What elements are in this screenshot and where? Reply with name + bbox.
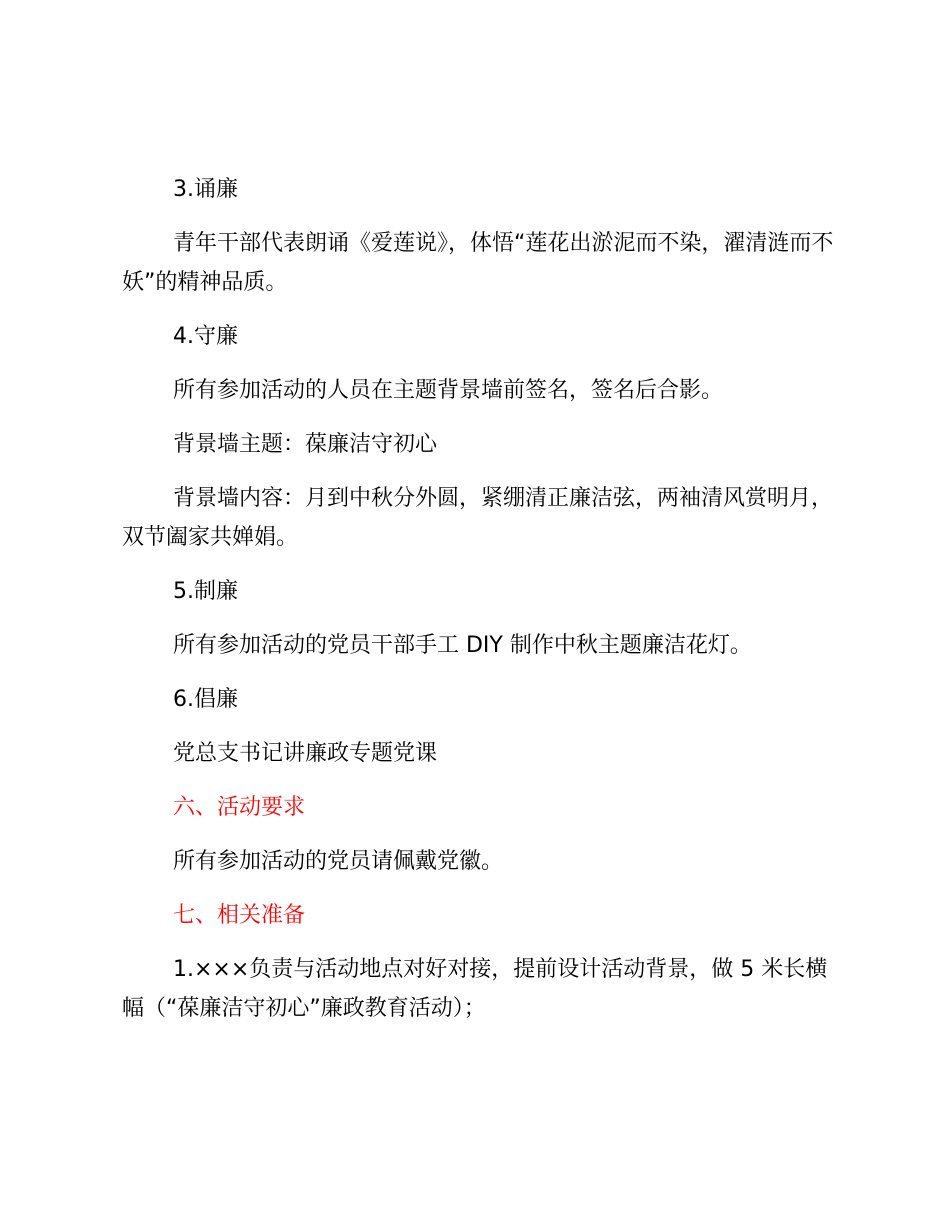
paragraph-party-lecture: 党总支书记讲廉政专题党课 xyxy=(173,741,438,766)
paragraph-lantern: 所有参加活动的党员干部手工 DIY 制作中秋主题廉洁花灯。 xyxy=(173,633,752,658)
paragraph-banner: 1.×××负责与活动地点对好对接，提前设计活动背景，做 5 米长横幅（“葆廉洁守初心”廉政教育活动）； xyxy=(122,957,828,1021)
section-title-advocate: 6.倡廉 xyxy=(173,687,238,712)
paragraph-wall-content: 背景墙内容：月到中秋分外圆，紧绷清正廉洁弦，两袖清风赏明月，双节阖家共婵娟。 xyxy=(122,486,834,550)
paragraph-badge: 所有参加活动的党员请佩戴党徽。 xyxy=(173,849,504,874)
heading-preparations: 七、相关准备 xyxy=(173,903,306,928)
section-title-make: 5.制廉 xyxy=(173,579,238,604)
document-body xyxy=(122,170,838,1043)
paragraph-recite-description: 青年干部代表朗诵《爱莲说》，体悟“莲花出淤泥而不染，濯清涟而不妖”的精神品质。 xyxy=(122,231,834,295)
paragraph-wall-theme: 背景墙主题：葆廉洁守初心 xyxy=(173,432,438,457)
heading-activity-requirements: 六、活动要求 xyxy=(173,795,306,820)
section-title-keep: 4.守廉 xyxy=(173,324,238,349)
section-title-recite: 3.诵廉 xyxy=(173,177,238,202)
paragraph-sign-wall: 所有参加活动的人员在主题背景墙前签名，签名后合影。 xyxy=(173,378,724,403)
